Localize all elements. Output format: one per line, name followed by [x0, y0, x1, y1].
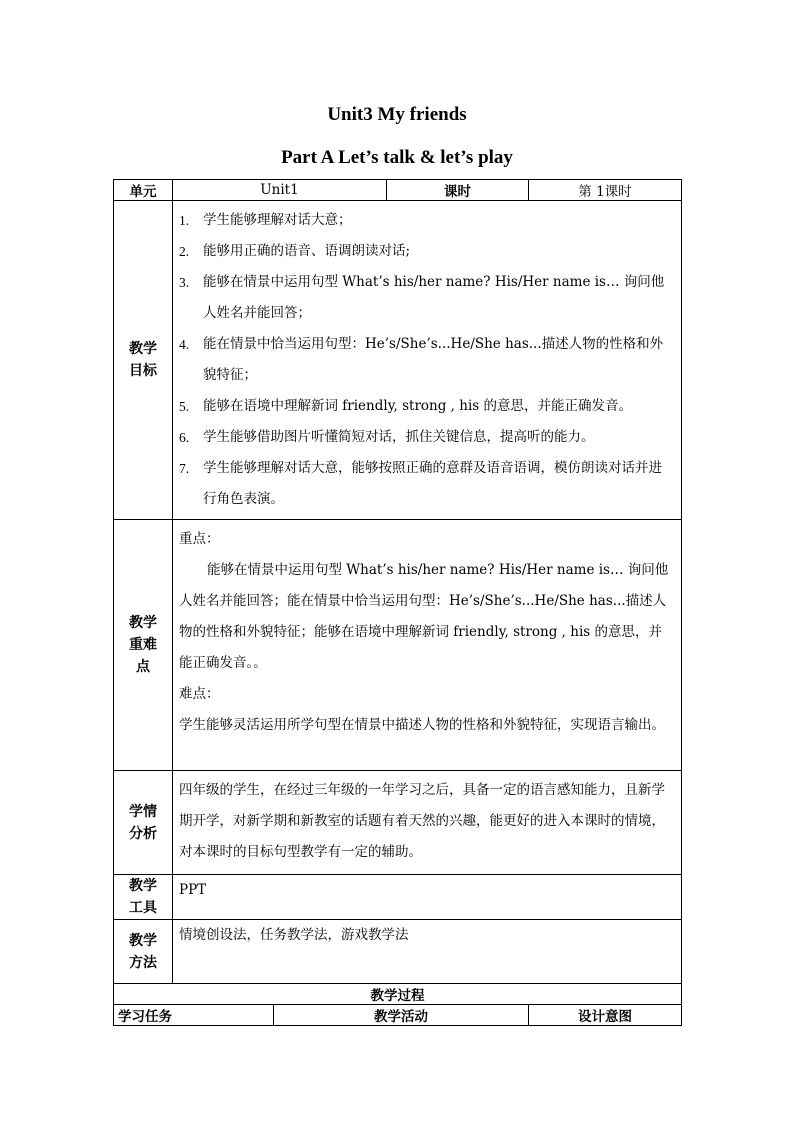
goal-item: 3. 能够在情景中运用句型 What’s his/her name? His/Her name is… 询问他人姓名并能回答；	[179, 274, 665, 321]
methods-label: 教学 方法	[114, 920, 173, 984]
difficulty-heading: 难点：	[179, 686, 220, 702]
methods-text: 情境创设法，任务教学法，游戏教学法	[173, 920, 682, 984]
goal-item: 2. 能够用正确的语音、语调朗读对话;	[179, 243, 411, 259]
document-subtitle: Part A Let’s talk & let’s play	[281, 147, 513, 168]
key-points-content	[173, 520, 682, 771]
col-intent-header: 设计意图	[529, 1005, 682, 1026]
goal-item: 4. 能在情景中恰当运用句型：He’s/She’s...He/She has...描述人物的性格和外貌特征；	[179, 336, 664, 383]
lesson-value: 第 1课时	[529, 180, 682, 201]
unit-value: Unit1	[173, 180, 387, 201]
document-title: Unit3 My friends	[327, 104, 467, 125]
tools-text: PPT	[173, 875, 682, 920]
methods-row	[114, 920, 682, 984]
difficulty-text: 学生能够灵活运用所学句型在情景中描述人物的性格和外貌特征，实现语言输出。	[179, 717, 665, 733]
col-activity-header: 教学活动	[274, 1005, 529, 1026]
goal-item: 5. 能够在语境中理解新词 friendly, strong , his 的意思，并能正确发音。	[179, 398, 632, 414]
goals-label: 教学 目标	[114, 201, 173, 520]
process-title-row	[114, 984, 682, 1005]
goal-item: 1. 学生能够理解对话大意；	[179, 212, 352, 228]
focus-text: 能够在情景中运用句型 What’s his/her name? His/Her name is… 询问他人姓名并能回答；能在情景中恰当运用句型：He’s/She’s...He/She has...描述人物的性格和外貌特征；能够在语境中理解新词 friendly, strong , his 的意思，并能正确发音。。	[179, 562, 669, 671]
unit-label: 单元	[114, 180, 173, 201]
analysis-row	[114, 771, 682, 875]
key-points-row	[114, 520, 682, 771]
tools-label: 教学 工具	[114, 875, 173, 920]
goals-list	[179, 205, 675, 515]
goals-row	[114, 201, 682, 520]
process-header-row	[114, 1005, 682, 1026]
goal-item: 6. 学生能够借助图片听懂简短对话，抓住关键信息，提高听的能力。	[179, 429, 595, 445]
process-title: 教学过程	[114, 984, 682, 1005]
col-task-header: 学习任务	[114, 1005, 274, 1026]
lesson-plan-table	[113, 179, 682, 1026]
lesson-label: 课时	[387, 180, 529, 201]
goal-item: 7. 学生能够理解对话大意，能够按照正确的意群及语音语调，模仿朗读对话并进行角色表演。	[179, 460, 662, 507]
focus-heading: 重点：	[179, 531, 220, 547]
analysis-label: 学情 分析	[114, 771, 173, 875]
analysis-text: 四年级的学生，在经过三年级的一年学习之后，具备一定的语言感知能力，且新学期开学，对新学期和新教室的话题有着天然的兴趣，能更好的进入本课时的情境，对本课时的目标句型教学有一定的辅助。	[173, 771, 682, 875]
goals-content	[173, 201, 682, 520]
header-row	[114, 180, 682, 201]
tools-row	[114, 875, 682, 920]
key-points-label: 教学 重难 点	[114, 520, 173, 771]
